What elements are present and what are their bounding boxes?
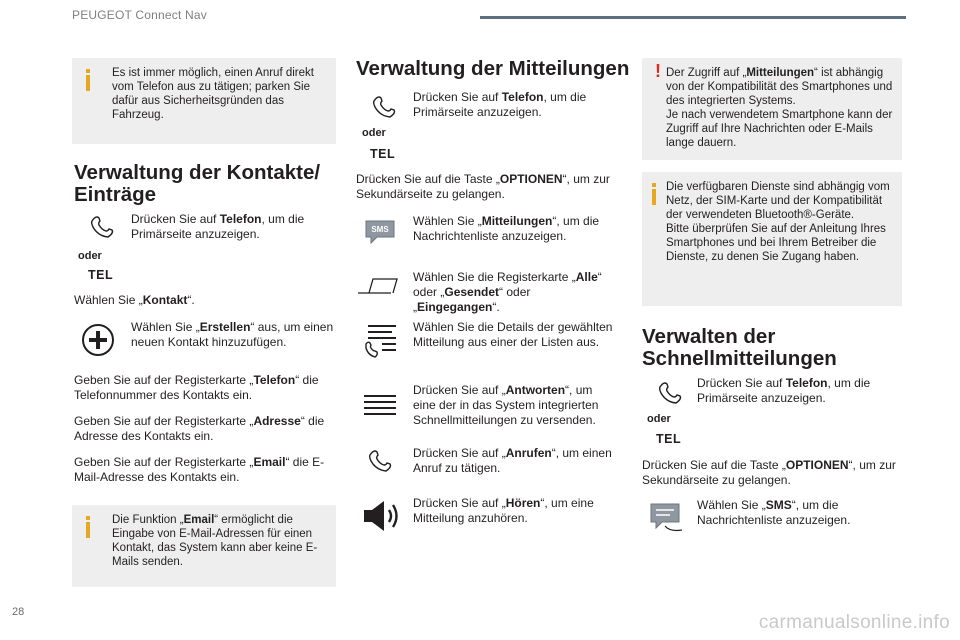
- header-rule: [480, 16, 906, 19]
- step-call: Drücken Sie auf „Anrufen“, um einen Anruf zu tätigen.: [413, 446, 612, 475]
- info-box-call: [72, 58, 336, 144]
- step-listen: Drücken Sie auf „Hören“, um eine Mitteilung anzuhören.: [413, 496, 594, 525]
- info-text-2: Bitte überprüfen Sie auf der Anleitung Ihres Smartphones und bei Ihrem Betreiber die Dienste, zu denen Sie Zugang haben.: [666, 223, 886, 263]
- step-options: Drücken Sie auf die Taste „OPTIONEN“, um zur Sekundärseite zu gelangen.: [356, 172, 610, 201]
- step-email-tab: Geben Sie auf der Registerkarte „Email“ die E-Mail-Adresse des Kontakts ein.: [74, 455, 325, 484]
- step-answer: Drücken Sie auf „Antworten“, um eine der in das System integrierten Schnellmitteilungen zu versenden.: [413, 383, 599, 427]
- tel-button-label: TEL: [656, 432, 682, 446]
- add-icon: [81, 323, 115, 357]
- info-icon: [652, 183, 656, 187]
- step-address-tab: Geben Sie auf der Registerkarte „Adresse“ die Adresse des Kontakts ein.: [74, 414, 325, 443]
- step-create: Wählen Sie „Erstellen“ aus, um einen neuen Kontakt hinzuzufügen.: [131, 320, 334, 349]
- step-details: Wählen Sie die Details der gewählten Mitteilung aus einer der Listen aus.: [413, 320, 613, 349]
- info-box-email: [72, 505, 336, 587]
- step-phone: Drücken Sie auf Telefon, um die Primärseite anzuzeigen.: [697, 376, 871, 405]
- phone-handset-icon: [656, 378, 684, 406]
- warning-text: Der Zugriff auf „Mitteilungen“ ist abhängig von der Kompatibilität des Smartphones und des integrierten Systems.: [666, 67, 893, 107]
- warning-icon: !: [655, 61, 661, 81]
- warning-text-2: Je nach verwendetem Smartphone kann der Zugriff auf Ihre Nachrichten oder E-Mails lange dauern.: [666, 109, 893, 149]
- info-text: Es ist immer möglich, einen Anruf direkt vom Telefon aus zu tätigen; parken Sie dafür aus Sicherheitsgründen das Fahrzeug.: [112, 67, 314, 121]
- tel-button-label: TEL: [370, 147, 396, 161]
- section-title-quick-messages: Verwalten der Schnellmitteilungen: [642, 325, 837, 370]
- warning-box: [642, 58, 902, 160]
- phone-handset-icon: [88, 212, 116, 240]
- step-options: Drücken Sie auf die Taste „OPTIONEN“, um zur Sekundärseite zu gelangen.: [642, 458, 896, 487]
- step-sms: Wählen Sie „SMS“, um die Nachrichtenliste anzuzeigen.: [697, 498, 851, 527]
- tel-button-label: TEL: [88, 268, 114, 282]
- reply-menu-icon: [362, 392, 398, 416]
- info-icon: [86, 516, 90, 520]
- oder-label: oder: [362, 127, 386, 139]
- step-phone-tab: Geben Sie auf der Registerkarte „Telefon“ die Telefonnummer des Kontakts ein.: [74, 373, 319, 402]
- step-phone: Drücken Sie auf Telefon, um die Primärseite anzuzeigen.: [131, 212, 305, 241]
- info-text: Die verfügbaren Dienste sind abhängig vom Netz, der SIM-Karte und der Kompatibilität der verwendeten Bluetooth®-Geräte.: [666, 181, 890, 221]
- info-icon: [86, 69, 90, 73]
- info-box-services: [642, 172, 902, 306]
- section-title-messages: Verwaltung der Mitteilungen: [356, 57, 630, 80]
- step-phone: Drücken Sie auf Telefon, um die Primärseite anzuzeigen.: [413, 90, 587, 119]
- running-header: PEUGEOT Connect Nav: [72, 8, 207, 22]
- step-messages: Wählen Sie „Mitteilungen“, um die Nachrichtenliste anzuzeigen.: [413, 214, 600, 243]
- oder-label: oder: [647, 413, 671, 425]
- section-title-contacts: Verwaltung der Kontakte/ Einträge: [74, 161, 321, 206]
- details-list-icon: [362, 322, 402, 362]
- oder-label: oder: [78, 250, 102, 262]
- speaker-icon: [362, 500, 402, 532]
- sms-icon: [363, 219, 397, 245]
- watermark: carmanualsonline.info: [758, 612, 950, 633]
- select-contact: Wählen Sie „Kontakt“.: [74, 293, 195, 307]
- phone-handset-icon: [366, 446, 394, 474]
- info-text: Die Funktion „Email“ ermöglicht die Eingabe von E-Mail-Adressen für einen Kontakt, das System kann aber keine E-Mails senden.: [112, 514, 318, 568]
- quick-message-icon: [648, 502, 684, 532]
- phone-handset-icon: [370, 92, 398, 120]
- step-tabs: Wählen Sie die Registerkarte „Alle“ oder „Gesendet“ oder „Eingegangen“.: [413, 270, 602, 314]
- svg-text:SMS: SMS: [371, 225, 389, 234]
- page-number: 28: [12, 606, 25, 618]
- tab-icon: [357, 276, 405, 296]
